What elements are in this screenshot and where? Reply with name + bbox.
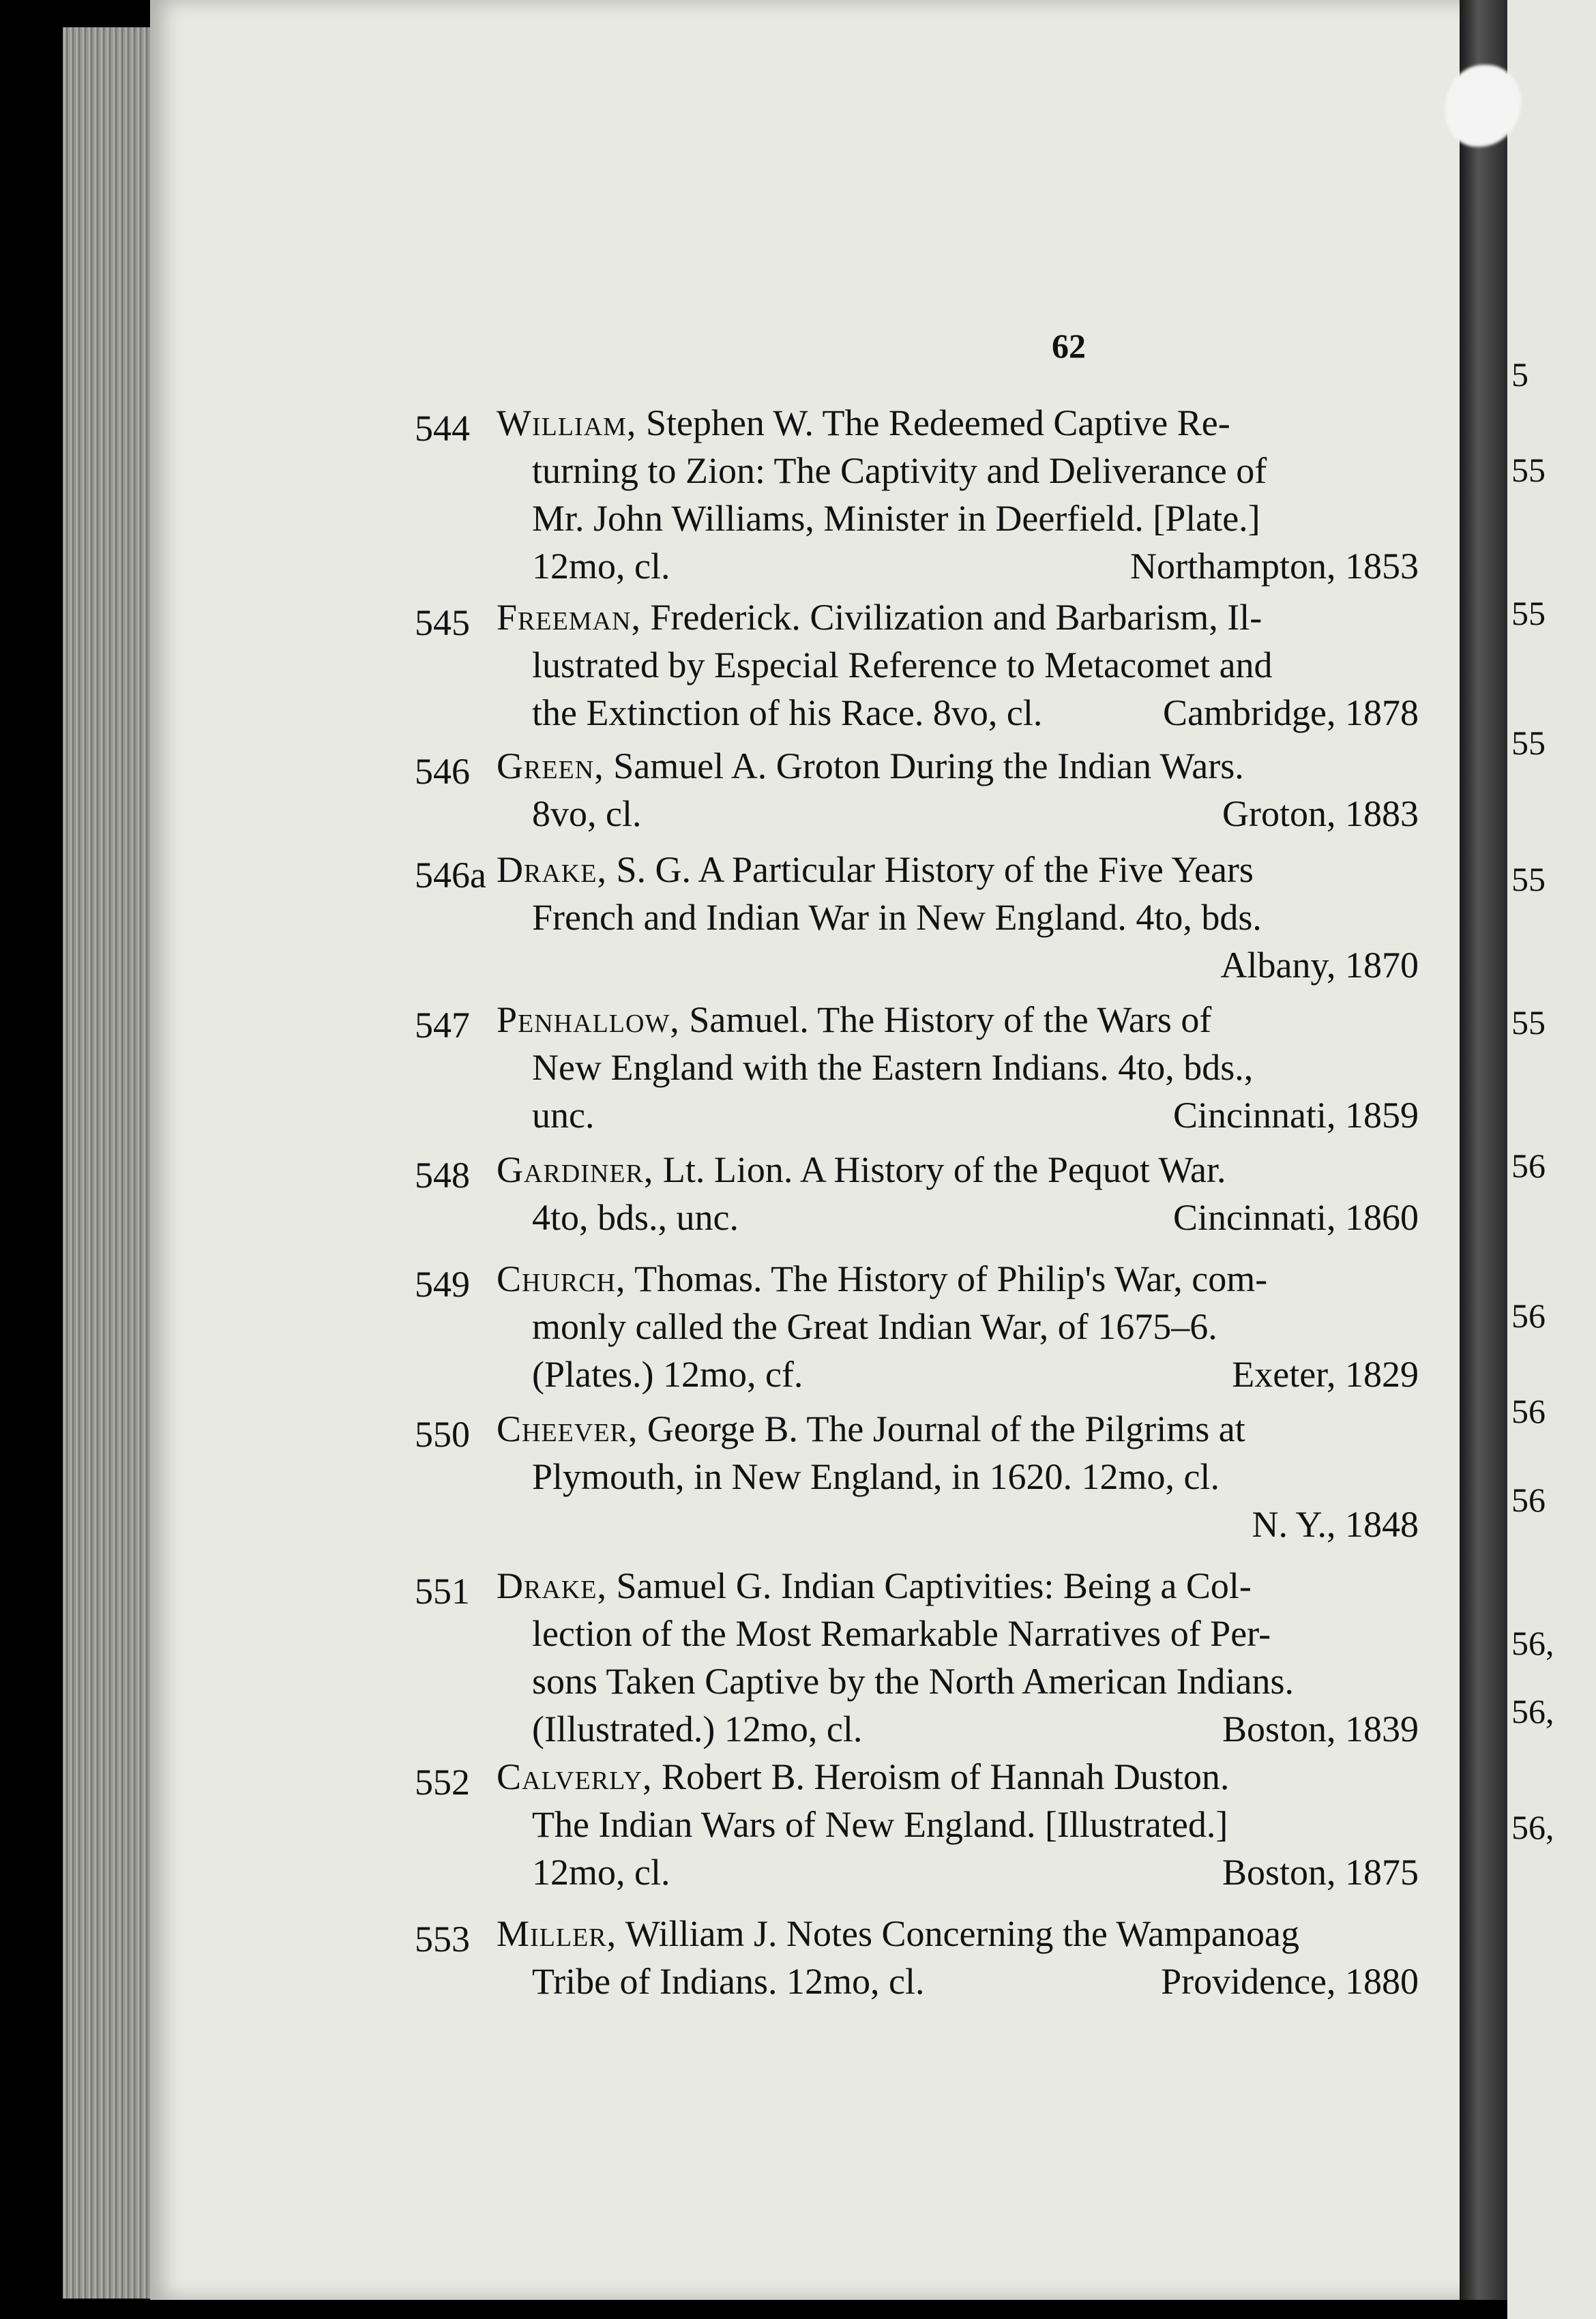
entry-imprint-line (416, 542, 1419, 590)
entry-number: 547 (415, 1005, 470, 1046)
catalog-entry (416, 1255, 1419, 1398)
author-surname: Penhallow, (497, 999, 680, 1040)
entry-imprint: Exeter, 1829 (1232, 1354, 1419, 1395)
adjacent-page-number: 55 (1511, 1003, 1546, 1042)
author-surname: Calverly, (497, 1756, 653, 1797)
entry-line (416, 399, 1419, 447)
catalog-entry (416, 399, 1419, 590)
entry-number: 553 (415, 1919, 470, 1960)
entry-format: Tribe of Indians. 12mo, cl. (532, 1961, 925, 2002)
entry-text: Thomas. The History of Philip's War, com- (634, 1258, 1268, 1299)
entry-imprint-line (416, 1091, 1419, 1139)
entry-text: Samuel A. Groton During the Indian Wars. (613, 745, 1244, 786)
entry-line (416, 1910, 1419, 1958)
adjacent-page-edge (1507, 0, 1596, 2319)
entry-text: George B. The Journal of the Pilgrims at (647, 1408, 1245, 1449)
entry-text: William J. Notes Concerning the Wampanoag (625, 1913, 1299, 1954)
entry-text: Samuel G. Indian Captivities: Being a Col- (616, 1565, 1252, 1606)
entry-number: 551 (415, 1571, 470, 1612)
catalog-entry (416, 1146, 1419, 1241)
entry-number: 552 (415, 1762, 470, 1803)
adjacent-page-number: 5 (1511, 355, 1528, 394)
entry-imprint: Groton, 1883 (1222, 793, 1419, 834)
entry-number: 549 (415, 1264, 470, 1305)
adjacent-page-number: 55 (1511, 724, 1546, 762)
entry-imprint-line (416, 1848, 1419, 1896)
catalog-entry (416, 846, 1419, 989)
author-surname: William, (497, 402, 637, 443)
author-surname: Drake, (497, 849, 607, 890)
entry-line (416, 846, 1419, 893)
entry-imprint-line (416, 1194, 1419, 1241)
author-surname: Freeman, (497, 597, 641, 638)
entry-imprint-line (416, 1705, 1419, 1753)
entry-line (416, 447, 1419, 494)
entry-line (416, 1801, 1419, 1848)
entry-imprint: Northampton, 1853 (1130, 546, 1419, 587)
entry-line (416, 1657, 1419, 1705)
entry-line (416, 1453, 1419, 1501)
entry-line (416, 996, 1419, 1044)
adjacent-page-number: 56, (1511, 1624, 1554, 1662)
entry-format: 4to, bds., unc. (532, 1197, 739, 1238)
catalog-entry (416, 1910, 1419, 2005)
catalog-entry (416, 742, 1419, 838)
entry-line (416, 1610, 1419, 1657)
entry-text: New England with the Eastern Indians. 4to, bds., (532, 1047, 1254, 1088)
entry-imprint: N. Y., 1848 (1252, 1504, 1419, 1545)
entry-text: lustrated by Especial Reference to Metacomet and (532, 645, 1273, 685)
entry-imprint-line (416, 790, 1419, 838)
entry-imprint: Albany, 1870 (1220, 945, 1419, 986)
entry-text: Lt. Lion. A History of the Pequot War. (662, 1149, 1226, 1190)
entry-line (416, 1303, 1419, 1350)
entry-line (416, 1146, 1419, 1194)
entry-text: sons Taken Captive by the North American Indians. (532, 1661, 1294, 1702)
entry-number: 544 (415, 408, 470, 449)
catalog-entry (416, 1562, 1419, 1753)
entry-imprint: Cincinnati, 1859 (1173, 1095, 1419, 1136)
author-surname: Cheever, (497, 1408, 638, 1449)
entry-format: (Illustrated.) 12mo, cl. (532, 1709, 863, 1749)
adjacent-page-number: 56 (1511, 1147, 1546, 1185)
book-gutter (1460, 0, 1507, 2300)
entry-text: Samuel. The History of the Wars of (689, 999, 1212, 1040)
entry-line (416, 1753, 1419, 1801)
entry-text: Frederick. Civilization and Barbarism, Il- (650, 597, 1262, 638)
adjacent-page-number: 55 (1511, 594, 1546, 632)
author-surname: Drake, (497, 1565, 607, 1606)
entry-number: 550 (415, 1414, 470, 1455)
entry-line (416, 893, 1419, 941)
adjacent-page-number: 56, (1511, 1692, 1554, 1730)
adjacent-page-number: 56, (1511, 1808, 1554, 1846)
entry-imprint: Cincinnati, 1860 (1173, 1197, 1419, 1238)
entry-number: 546a (415, 855, 486, 896)
adjacent-page-number: 55 (1511, 451, 1546, 489)
entry-format: 12mo, cl. (532, 546, 670, 587)
catalog-entry (416, 593, 1419, 737)
entry-number: 548 (415, 1155, 470, 1196)
entry-imprint-line (416, 1958, 1419, 2005)
entry-text: Plymouth, in New England, in 1620. 12mo, cl. (532, 1456, 1220, 1497)
entry-line (416, 641, 1419, 689)
entry-imprint: Boston, 1839 (1222, 1709, 1419, 1749)
entry-text: lection of the Most Remarkable Narratives of Per- (532, 1613, 1271, 1654)
entry-imprint: Cambridge, 1878 (1163, 692, 1419, 733)
entry-line (416, 1405, 1419, 1453)
adjacent-page-number: 55 (1511, 860, 1546, 898)
entry-line (416, 742, 1419, 790)
page-number: 62 (1052, 327, 1086, 365)
adjacent-page-number: 56 (1511, 1481, 1546, 1519)
catalog-entry (416, 996, 1419, 1139)
entry-imprint: Providence, 1880 (1161, 1961, 1419, 2002)
entry-format: 12mo, cl. (532, 1852, 670, 1893)
entry-imprint-line (416, 1501, 1419, 1548)
author-surname: Miller, (497, 1913, 617, 1954)
entry-format: 8vo, cl. (532, 793, 642, 834)
entry-imprint: Boston, 1875 (1222, 1852, 1419, 1893)
entry-line (416, 1044, 1419, 1091)
catalog-entry (416, 1753, 1419, 1896)
adjacent-page-number: 56 (1511, 1297, 1546, 1335)
entry-line (416, 593, 1419, 641)
author-surname: Church, (497, 1258, 626, 1299)
entry-text: monly called the Great Indian War, of 1675–6. (532, 1306, 1217, 1347)
entry-format: unc. (532, 1095, 595, 1136)
entry-imprint-line (416, 689, 1419, 737)
entry-line (416, 1562, 1419, 1610)
author-surname: Gardiner, (497, 1149, 654, 1190)
entry-imprint-line (416, 1350, 1419, 1398)
author-surname: Green, (497, 745, 604, 786)
entry-line (416, 494, 1419, 542)
entry-number: 545 (415, 602, 470, 643)
entry-number: 546 (415, 751, 470, 792)
entry-format: the Extinction of his Race. 8vo, cl. (532, 692, 1043, 733)
entry-text: S. G. A Particular History of the Five Years (616, 849, 1254, 890)
entry-text: Robert B. Heroism of Hannah Duston. (662, 1756, 1230, 1797)
entry-format: (Plates.) 12mo, cf. (532, 1354, 803, 1395)
entry-text: French and Indian War in New England. 4to, bds. (532, 897, 1262, 938)
entry-text: turning to Zion: The Captivity and Deliverance of (532, 450, 1267, 491)
entry-text: The Indian Wars of New England. [Illustrated.] (532, 1804, 1228, 1845)
entry-imprint-line (416, 941, 1419, 989)
catalog-entry (416, 1405, 1419, 1548)
entry-text: Stephen W. The Redeemed Captive Re- (645, 402, 1230, 443)
entry-text: Mr. John Williams, Minister in Deerfield. [Plate.] (532, 498, 1260, 539)
adjacent-page-number: 56 (1511, 1392, 1546, 1430)
entry-line (416, 1255, 1419, 1303)
